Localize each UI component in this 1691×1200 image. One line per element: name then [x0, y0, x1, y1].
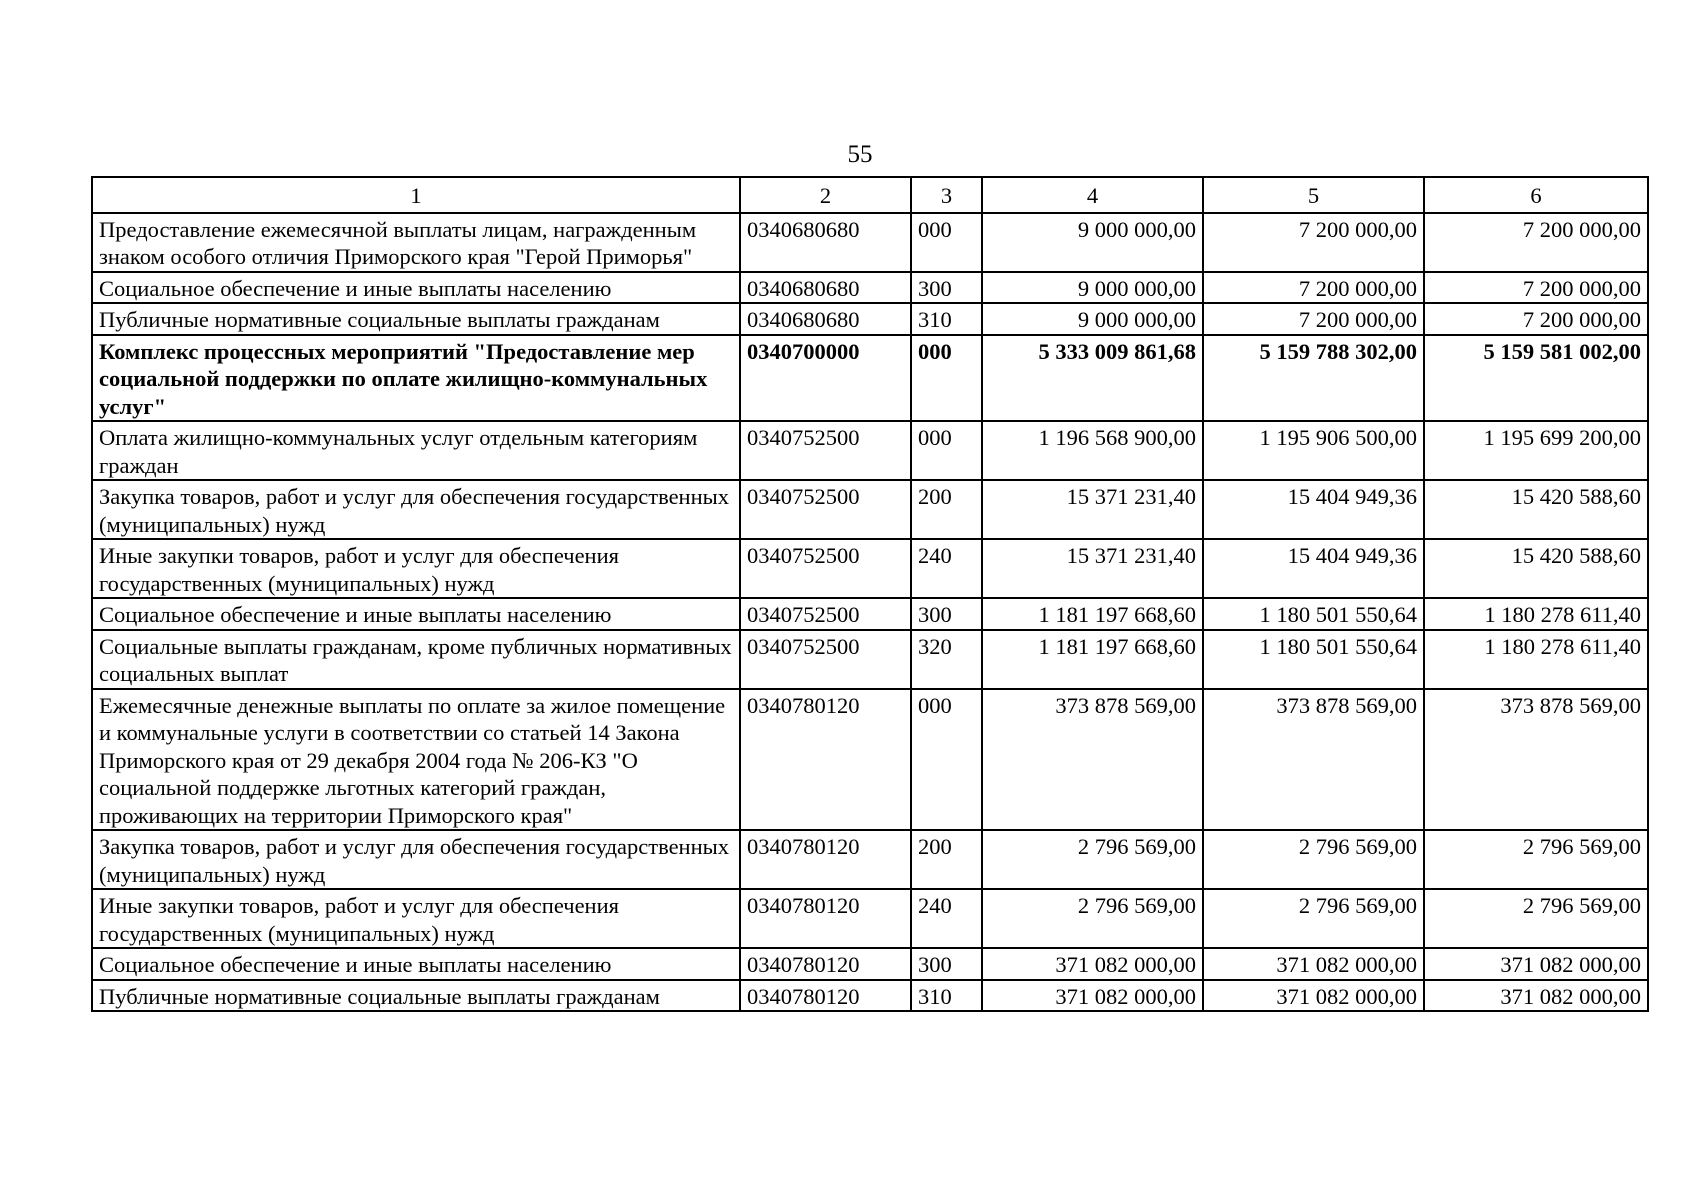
- row-amount-6: 7 200 000,00: [1424, 213, 1648, 272]
- column-header-4: 4: [982, 177, 1203, 213]
- table-row: [92, 830, 1648, 889]
- row-amount-6: 7 200 000,00: [1424, 272, 1648, 304]
- row-amount-5: 7 200 000,00: [1203, 213, 1424, 272]
- row-amount-4: 15 371 231,40: [982, 480, 1203, 539]
- row-amount-4: 1 181 197 668,60: [982, 630, 1203, 689]
- row-amount-4: 2 796 569,00: [982, 830, 1203, 889]
- row-code: 0340752500: [740, 598, 911, 630]
- row-amount-5: 15 404 949,36: [1203, 539, 1424, 598]
- row-amount-6: 371 082 000,00: [1424, 980, 1648, 1012]
- row-code: 0340752500: [740, 421, 911, 480]
- row-amount-5: 1 195 906 500,00: [1203, 421, 1424, 480]
- row-amount-5: 2 796 569,00: [1203, 830, 1424, 889]
- row-name: Публичные нормативные социальные выплаты гражданам: [92, 980, 740, 1012]
- row-amount-6: 2 796 569,00: [1424, 830, 1648, 889]
- row-code: 0340700000: [740, 335, 911, 422]
- budget-table: [91, 176, 1649, 1012]
- column-header-2: 2: [740, 177, 911, 213]
- row-amount-6: 15 420 588,60: [1424, 539, 1648, 598]
- row-amount-6: 7 200 000,00: [1424, 303, 1648, 335]
- row-name: Публичные нормативные социальные выплаты гражданам: [92, 303, 740, 335]
- row-name: Социальное обеспечение и иные выплаты населению: [92, 948, 740, 980]
- table-row: [92, 598, 1648, 630]
- table-row: [92, 303, 1648, 335]
- row-amount-5: 371 082 000,00: [1203, 980, 1424, 1012]
- row-expense-type: 240: [911, 539, 982, 598]
- row-amount-4: 9 000 000,00: [982, 213, 1203, 272]
- row-amount-6: 1 180 278 611,40: [1424, 598, 1648, 630]
- row-expense-type: 000: [911, 213, 982, 272]
- row-expense-type: 300: [911, 948, 982, 980]
- row-name: Оплата жилищно-коммунальных услуг отдельным категориям граждан: [92, 421, 740, 480]
- row-amount-5: 2 796 569,00: [1203, 889, 1424, 948]
- row-amount-5: 1 180 501 550,64: [1203, 598, 1424, 630]
- row-amount-4: 373 878 569,00: [982, 689, 1203, 831]
- row-name: Иные закупки товаров, работ и услуг для обеспечения государственных (муниципальных) нужд: [92, 889, 740, 948]
- row-code: 0340752500: [740, 539, 911, 598]
- row-amount-6: 15 420 588,60: [1424, 480, 1648, 539]
- row-expense-type: 000: [911, 689, 982, 831]
- row-amount-4: 9 000 000,00: [982, 272, 1203, 304]
- row-expense-type: 300: [911, 598, 982, 630]
- column-header-1: 1: [92, 177, 740, 213]
- column-header-3: 3: [911, 177, 982, 213]
- table-row: [92, 272, 1648, 304]
- row-code: 0340780120: [740, 889, 911, 948]
- row-expense-type: 000: [911, 421, 982, 480]
- row-amount-4: 9 000 000,00: [982, 303, 1203, 335]
- row-amount-5: 1 180 501 550,64: [1203, 630, 1424, 689]
- row-amount-4: 371 082 000,00: [982, 948, 1203, 980]
- table-row: [92, 889, 1648, 948]
- row-code: 0340780120: [740, 689, 911, 831]
- row-name: Закупка товаров, работ и услуг для обеспечения государственных (муниципальных) нужд: [92, 830, 740, 889]
- row-code: 0340752500: [740, 630, 911, 689]
- table-row: [92, 421, 1648, 480]
- page-number: 55: [847, 141, 873, 168]
- column-header-6: 6: [1424, 177, 1648, 213]
- row-expense-type: 000: [911, 335, 982, 422]
- row-code: 0340680680: [740, 213, 911, 272]
- table-row-program: [92, 335, 1648, 422]
- row-code: 0340680680: [740, 272, 911, 304]
- row-expense-type: 300: [911, 272, 982, 304]
- row-amount-6: 373 878 569,00: [1424, 689, 1648, 831]
- column-header-5: 5: [1203, 177, 1424, 213]
- table-row: [92, 213, 1648, 272]
- row-expense-type: 310: [911, 980, 982, 1012]
- header-row: [92, 177, 1648, 213]
- row-amount-4: 1 196 568 900,00: [982, 421, 1203, 480]
- table-row: [92, 539, 1648, 598]
- row-code: 0340780120: [740, 830, 911, 889]
- row-amount-4: 1 181 197 668,60: [982, 598, 1203, 630]
- row-name: Ежемесячные денежные выплаты по оплате за жилое помещение и коммунальные услуги в соответствии со статьей 14 Закона Приморского края от 29 декабря 2004 года № 206-КЗ "О социальной поддержке льготных категорий граждан, проживающих на территории Приморского края": [92, 689, 740, 831]
- row-expense-type: 200: [911, 830, 982, 889]
- row-name: Предоставление ежемесячной выплаты лицам, награжденным знаком особого отличия Приморского края "Герой Приморья": [92, 213, 740, 272]
- row-amount-4: 371 082 000,00: [982, 980, 1203, 1012]
- row-expense-type: 320: [911, 630, 982, 689]
- row-name: Закупка товаров, работ и услуг для обеспечения государственных (муниципальных) нужд: [92, 480, 740, 539]
- row-name: Иные закупки товаров, работ и услуг для обеспечения государственных (муниципальных) нужд: [92, 539, 740, 598]
- row-amount-6: 1 195 699 200,00: [1424, 421, 1648, 480]
- row-amount-5: 7 200 000,00: [1203, 303, 1424, 335]
- row-code: 0340752500: [740, 480, 911, 539]
- table-row: [92, 630, 1648, 689]
- row-amount-4: 5 333 009 861,68: [982, 335, 1203, 422]
- row-name: Социальное обеспечение и иные выплаты населению: [92, 272, 740, 304]
- row-amount-5: 7 200 000,00: [1203, 272, 1424, 304]
- row-expense-type: 310: [911, 303, 982, 335]
- row-amount-5: 15 404 949,36: [1203, 480, 1424, 539]
- row-name: Социальное обеспечение и иные выплаты населению: [92, 598, 740, 630]
- table-row: [92, 689, 1648, 831]
- row-amount-5: 371 082 000,00: [1203, 948, 1424, 980]
- table-row: [92, 948, 1648, 980]
- row-amount-4: 2 796 569,00: [982, 889, 1203, 948]
- row-amount-4: 15 371 231,40: [982, 539, 1203, 598]
- row-amount-5: 5 159 788 302,00: [1203, 335, 1424, 422]
- row-expense-type: 200: [911, 480, 982, 539]
- row-amount-6: 5 159 581 002,00: [1424, 335, 1648, 422]
- row-amount-6: 2 796 569,00: [1424, 889, 1648, 948]
- row-amount-6: 1 180 278 611,40: [1424, 630, 1648, 689]
- row-code: 0340780120: [740, 948, 911, 980]
- table-row: [92, 480, 1648, 539]
- row-amount-6: 371 082 000,00: [1424, 948, 1648, 980]
- row-code: 0340680680: [740, 303, 911, 335]
- row-expense-type: 240: [911, 889, 982, 948]
- row-name: Социальные выплаты гражданам, кроме публичных нормативных социальных выплат: [92, 630, 740, 689]
- row-amount-5: 373 878 569,00: [1203, 689, 1424, 831]
- table-row: [92, 980, 1648, 1012]
- row-code: 0340780120: [740, 980, 911, 1012]
- row-name: Комплекс процессных мероприятий "Предоставление мер социальной поддержки по оплате жилищно-коммунальных услуг": [92, 335, 740, 422]
